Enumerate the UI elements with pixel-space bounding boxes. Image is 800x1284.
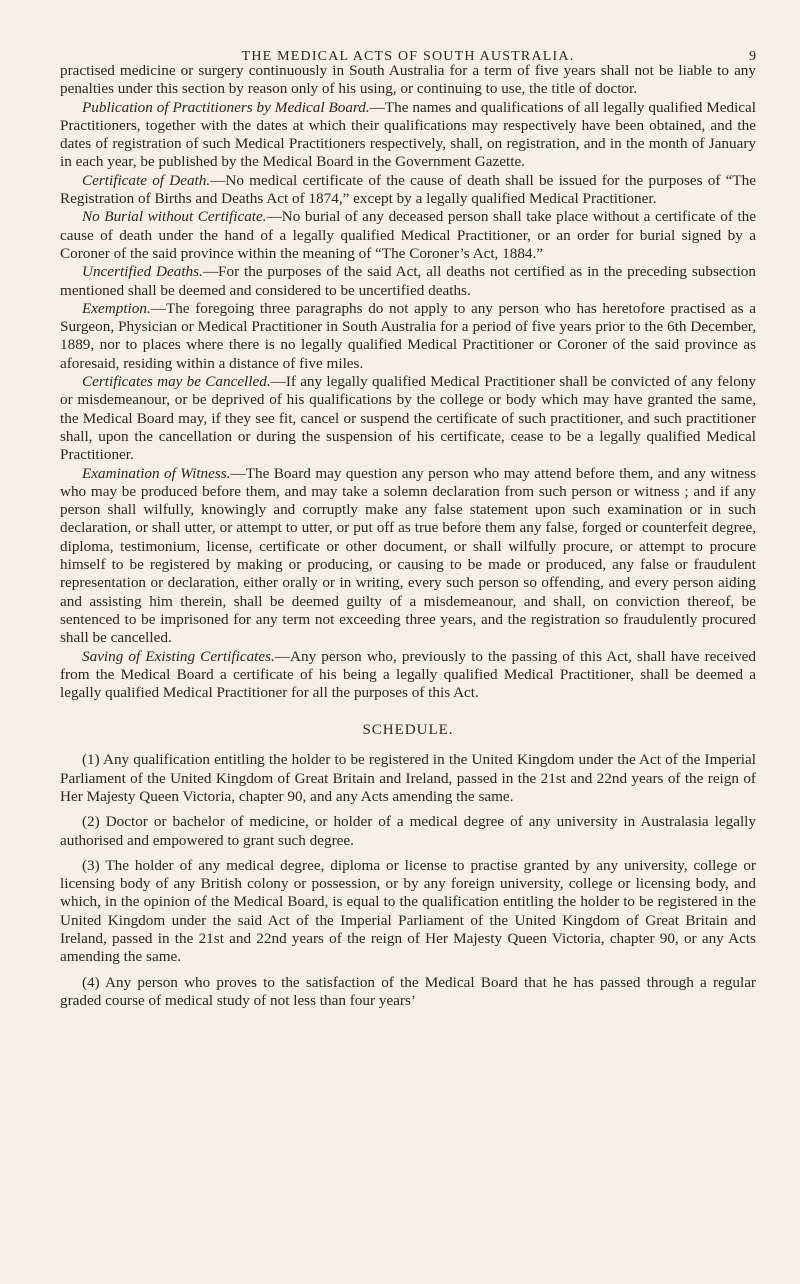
section-paragraph bbox=[60, 208, 756, 263]
section-text: —The Board may question any person who may attend before them, and any witness who may be produced before them, and may take a solemn declaration from such person or witness ; and if any person shall wilfully, knowingly and corruptly make any false statement upon such examination or in such declaration, or shall utter, or attempt to utter, or put off as true before them any false, forged or counterfeit degree, diploma, testimonium, license, certificate or other document, or shall wilfully procure, or attempt to procure himself to be registered by making or producing, or causing to be made or produced, any false or fraudulent representation or declaration, either orally or in writing, every such person so offending, and every person aiding and assisting him therein, shall be deemed guilty of a misdemeanour, and shall, on conviction thereof, be sentenced to be imprisoned for any term not exceeding three years, and the registration so fraudulently procured shall be cancelled. bbox=[60, 464, 756, 647]
section-paragraph bbox=[60, 648, 756, 703]
section-paragraph bbox=[60, 373, 756, 464]
section-text: —For the purposes of the said Act, all deaths not certified as in the preceding subsection mentioned shall be deemed and considered to be uncertified deaths. bbox=[60, 263, 756, 299]
section-heading: Saving of Existing Certificates. bbox=[82, 647, 275, 665]
running-head: THE MEDICAL ACTS OF SOUTH AUSTRALIA. bbox=[241, 49, 575, 64]
section-paragraph bbox=[60, 99, 756, 172]
section-heading: Certificate of Death. bbox=[82, 171, 211, 189]
schedule-list bbox=[60, 751, 756, 1010]
schedule-item: (1) Any qualification entitling the holder to be registered in the United Kingdom under the Act of the Imperial Parliament of the United Kingdom of Great Britain and Ireland, passed in the 21st and 22nd years of the reign of Her Majesty Queen Victoria, chapter 90, and any Acts amending the same. bbox=[60, 751, 756, 805]
page-number: 9 bbox=[749, 49, 756, 64]
section-heading: Examination of Witness. bbox=[82, 464, 231, 482]
section-heading: Exemption. bbox=[82, 299, 151, 317]
section-heading: No Burial without Certificate. bbox=[82, 208, 267, 226]
section-paragraph bbox=[60, 300, 756, 373]
section-heading: Publication of Practitioners by Medical Board. bbox=[82, 98, 370, 116]
section-text: —Any person who, previously to the passing of this Act, shall have received from the Medical Board a certificate of his being a legally qualified Medical Practitioner, shall be deemed a legally qualified Medical Practitioner for all the purposes of this Act. bbox=[60, 647, 756, 702]
continuation-paragraph: practised medicine or surgery continuously in South Australia for a term of five years shall not be liable to any penalties under this section by reason only of his using, or continuing to use, the title of doctor. bbox=[60, 62, 756, 98]
section-paragraph bbox=[60, 172, 756, 209]
section-text: —The foregoing three paragraphs do not apply to any person who has heretofore practised as a Surgeon, Physician or Medical Practitioner in South Australia for a period of five years prior to the 6th December, 1889, nor to places where there is no legally qualified Medical Practitioner or Coroner of the said province as aforesaid, residing within a distance of five miles. bbox=[60, 299, 756, 372]
schedule-item: (2) Doctor or bachelor of medicine, or holder of a medical degree of any university in Australasia legally authorised and empowered to grant such degree. bbox=[60, 813, 756, 849]
section-heading: Certificates may be Cancelled. bbox=[82, 373, 271, 391]
section-heading: Uncertified Deaths. bbox=[82, 263, 203, 281]
page-header bbox=[60, 22, 756, 62]
schedule-item: (3) The holder of any medical degree, diploma or license to practise granted by any university, college or licensing body of any British colony or possession, or by any foreign university, college or licensing body, and which, in the opinion of the Medical Board, is equal to the qualification entitling the holder to be registered in the United Kingdom under the said Act of the Imperial Parliament of the United Kingdom of Great Britain and Ireland, passed in the 21st and 22nd years of the reign of Her Majesty Queen Victoria, chapter 90, or any Acts amending the same. bbox=[60, 856, 756, 966]
schedule-title: SCHEDULE. bbox=[362, 722, 454, 739]
section-paragraph bbox=[60, 465, 756, 648]
section-paragraph bbox=[60, 263, 756, 300]
section-text: —The names and qualifications of all legally qualified Medical Practitioners, together with the dates at which their qualifications may respectively have been obtained, and the dates of registration of such Medical Practitioners respectively, shall, on registration, and in the month of January in each year, be published by the Medical Board in the Government Gazette. bbox=[60, 98, 756, 171]
section-text: —No medical certificate of the cause of death shall be issued for the purposes of “The Registration of Births and Deaths Act of 1874,” except by a legally qualified Medical Practitioner. bbox=[60, 171, 756, 208]
schedule-item: (4) Any person who proves to the satisfaction of the Medical Board that he has passed through a regular graded course of medical study of not less than four years’ bbox=[60, 973, 756, 1009]
body-text bbox=[60, 62, 756, 702]
section-text: —If any legally qualified Medical Practitioner shall be convicted of any felony or misdemeanour, or be deprived of his qualifications by the college or body which may have granted the same, the Medical Board may, if they see fit, cancel or suspend the certificate of such practitioner, and such practitioner shall, upon the cancellation or during the suspension of his certificate, cease to be a legally qualified Medical Practitioner. bbox=[60, 373, 756, 464]
section-text: —No burial of any deceased person shall take place without a certificate of the cause of death under the hand of a legally qualified Medical Practitioner, or an order for burial signed by a Coroner of the said province within the meaning of “The Coroner’s Act, 1884.” bbox=[60, 208, 757, 262]
